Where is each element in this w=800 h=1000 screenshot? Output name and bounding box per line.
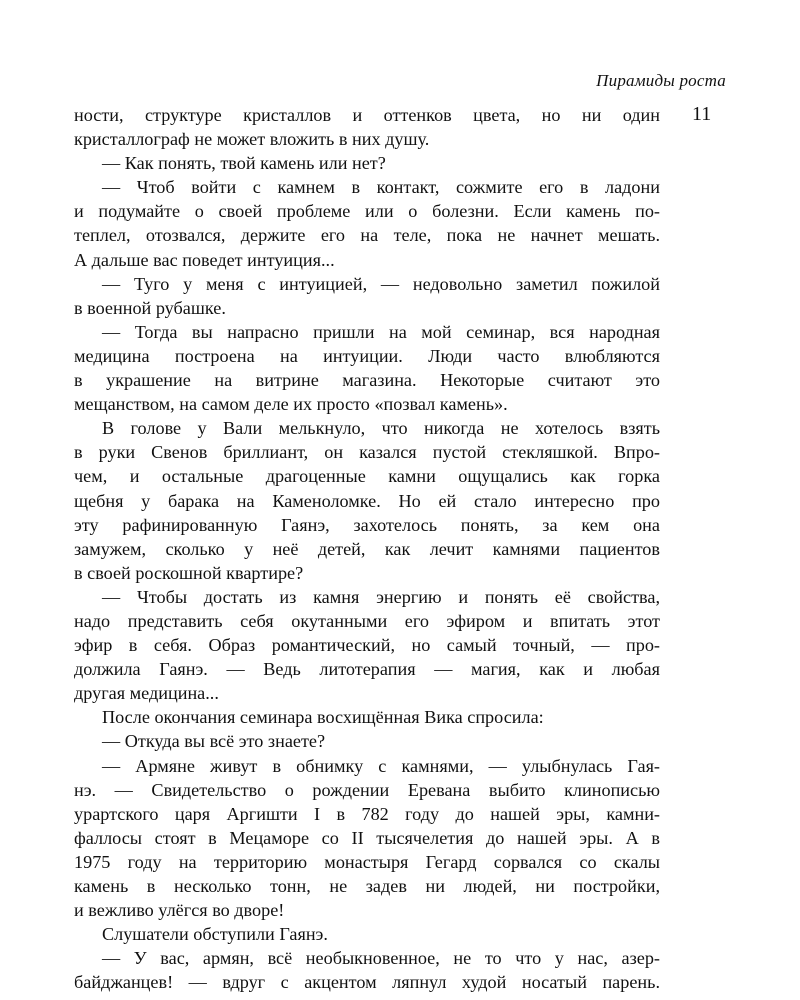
text-line: А дальше вас поведет интуиция... xyxy=(74,249,335,270)
text-line: медицина построена на интуиции. Люди часто влюбляются xyxy=(74,345,660,366)
text-line: в военной рубашке. xyxy=(74,297,226,318)
page-number: 11 xyxy=(692,103,712,125)
text-line: — Чтоб войти с камнем в контакт, сожмите его в ладони xyxy=(102,177,660,198)
text-line: — Как понять, твой камень или нет? xyxy=(102,153,386,174)
text-line: замужем, сколько у неё детей, как лечит камнями пациентов xyxy=(74,538,660,559)
text-line: ности, структуре кристаллов и оттенков цвета, но ни один xyxy=(74,105,660,125)
text-line: и подумайте о своей проблеме или о болезни. Если камень по- xyxy=(74,201,660,222)
text-line: другая медицина... xyxy=(74,683,219,704)
text-line: в руки Свенов бриллиант, он казался пустой стекляшкой. Впро- xyxy=(74,442,660,463)
text-line: эту рафинированную Гаянэ, захотелось понять, за кем она xyxy=(74,514,660,535)
body-text xyxy=(74,103,660,994)
text-line: — Армяне живут в обнимку с камнями, — улыбнулась Гая- xyxy=(102,755,660,776)
text-line: — У вас, армян, всё необыкновенное, не то что у нас, азер- xyxy=(102,948,660,969)
text-line: надо представить себя окутанными его эфиром и впитать этот xyxy=(74,610,660,631)
text-line: урартского царя Аргишти I в 782 году до нашей эры, камни- xyxy=(74,803,660,824)
text-line: После окончания семинара восхищённая Вика спросила: xyxy=(102,707,544,728)
text-line: нэ. — Свидетельство о рождении Еревана выбито клинописью xyxy=(74,779,660,800)
text-line: — Откуда вы всё это знаете? xyxy=(102,731,326,752)
text-line: в украшение на витрине магазина. Некоторые считают это xyxy=(74,370,660,391)
text-line: байджанцев! — вдруг с акцентом ляпнул худой носатый парень. xyxy=(74,972,660,993)
text-line: 1975 году на территорию монастыря Гегард сорвался со скалы xyxy=(74,851,660,872)
text-line: чем, и остальные драгоценные камни ощущались как горка xyxy=(74,466,660,487)
text-line: теплел, отозвался, держите его на теле, пока не начнет мешать. xyxy=(74,225,660,246)
text-line: кристаллограф не может вложить в них душу. xyxy=(74,129,430,150)
text-line: должила Гаянэ. — Ведь литотерапия — магия, как и любая xyxy=(74,659,660,680)
text-line: эфир в себя. Образ романтический, но самый точный, — про- xyxy=(74,635,660,656)
running-head: Пирамиды роста xyxy=(596,71,726,90)
text-line: в своей роскошной квартире? xyxy=(74,562,304,583)
text-line: и вежливо улёгся во дворе! xyxy=(74,900,285,921)
text-line: камень в несколько тонн, не задев ни людей, ни постройки, xyxy=(74,876,660,896)
text-line: Слушатели обступили Гаянэ. xyxy=(102,924,328,945)
text-line: В голове у Вали мелькнуло, что никогда не хотелось взять xyxy=(102,418,660,439)
text-line: фаллосы стоят в Мецаморе со II тысячелетия до нашей эры. А в xyxy=(74,827,660,848)
text-line: щебня у барака на Каменоломке. Но ей стало интересно про xyxy=(74,490,660,511)
text-line: — Тогда вы напрасно пришли на мой семинар, вся народная xyxy=(102,321,660,342)
text-line: — Чтобы достать из камня энергию и понять её свойства, xyxy=(102,586,660,607)
text-line: — Туго у меня с интуицией, — недовольно заметил пожилой xyxy=(102,273,660,294)
text-line: мещанством, на самом деле их просто «позвал камень». xyxy=(74,394,508,415)
